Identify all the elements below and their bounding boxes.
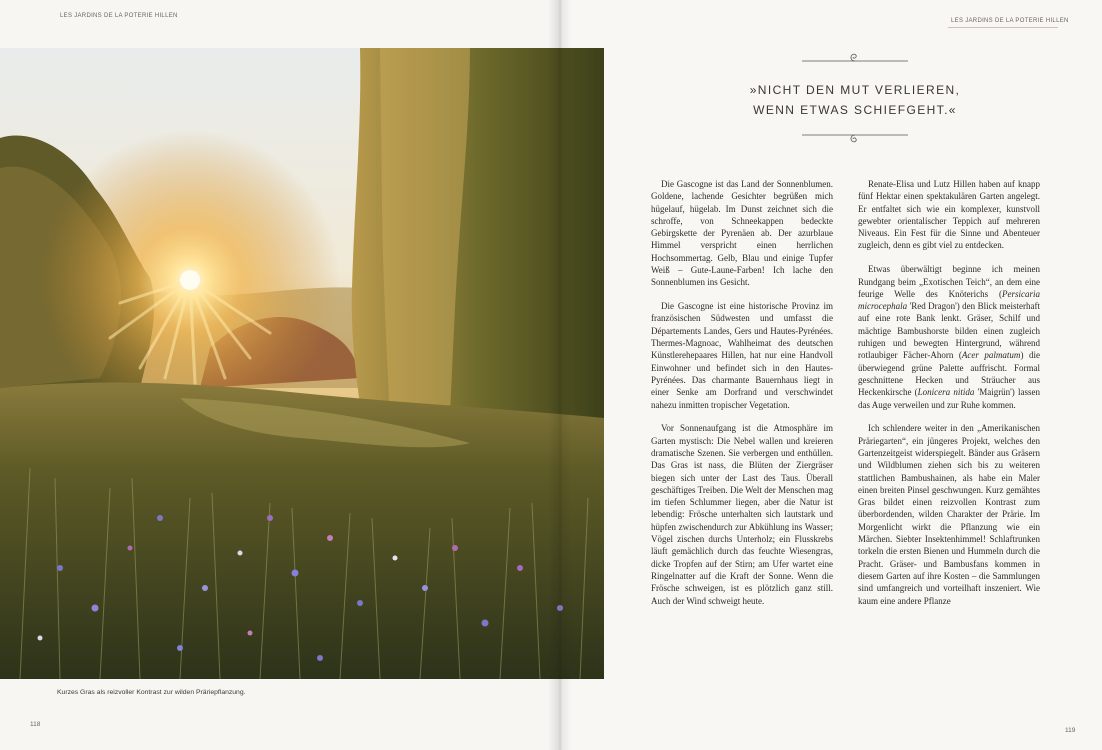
botanical-name: Lonicera nitida xyxy=(917,387,975,398)
flourish-divider-icon xyxy=(802,132,908,146)
paragraph xyxy=(858,263,1040,411)
page-number-right: 119 xyxy=(1065,727,1076,734)
page-number-left: 118 xyxy=(30,721,41,728)
pull-quote-line-2: WENN ETWAS SCHIEFGEHT.« xyxy=(753,103,957,117)
text-run: Etwas überwältigt beginne ich meinen Rundgang beim „Exotischen Teich“, an dem eine feurige Welle des Knöterichs ( xyxy=(858,264,1040,299)
botanical-name: Acer palmatum xyxy=(961,350,1021,361)
text-run: 'Red Dragon') den Blick meisterhaft auf eine rote Bank lenkt. Gräser, Schilf und mächtige Bambushorste bilden einen zugleich ruhigen und bewegten Hintergrund, während rotlaubiger Fächer-Ahorn ( xyxy=(858,301,1040,361)
running-head-right: LES JARDINS DE LA POTERIE HILLEN xyxy=(951,18,1069,24)
garden-photo-image xyxy=(0,48,604,679)
paragraph: Die Gascogne ist das Land der Sonnenblumen. Goldene, lachende Gesichter begrüßen mich hügelauf, hügelab. Im Dunst zeichnet sich die schroffe, von Schneekappen bedeckte Gebirgskette der Pyrenäen ab. Der azurblaue Himmel verspricht einen herrlichen Hochsommertag. Gelb, Blau und einige Tupfer Weiß – Gute-Laune-Farben! Ich lache den Sonnenblumen ins Gesicht. xyxy=(651,179,833,288)
photo-caption: Kurzes Gras als reizvoller Kontrast zur wilden Präriepflanzung. xyxy=(57,689,246,696)
paragraph: Die Gascogne ist eine historische Provinz im französischen Südwesten und umfasst die Départements Landes, Gers und Hautes-Pyrénées. Thermes-Magnoac, Wahlheimat des deutschen Künstlerehepaares Hillen, hat nur eine Handvoll Einwohner und befindet sich in den Hautes-Pyrénées. Das charmante Bauernhaus liegt in einer Senke am Dorfrand und verschwindet nahezu inmitten tropischer Vegetation. xyxy=(651,301,833,410)
botanical-name: Persicaria microcephala xyxy=(858,288,1040,312)
book-gutter xyxy=(548,0,572,750)
running-head-left: LES JARDINS DE LA POTERIE HILLEN xyxy=(60,13,178,19)
body-column-1 xyxy=(651,178,833,618)
paragraph: Renate-Elisa und Lutz Hillen haben auf knapp fünf Hektar einen spektakulären Garten angelegt. Er entfaltet sich wie ein komplexer, kunstvoll gewebter orientalischer Teppich auf mehreren Niveaus. Ein Fest für die Sinne und Abenteuer zugleich, denn es gibt viel zu entdecken. xyxy=(858,179,1040,251)
paragraph: Vor Sonnenaufgang ist die Atmosphäre im Garten mystisch: Die Nebel wallen und kreieren dramatische Szenen. Sie verbergen und enthüllen. Das Gras ist nass, die Blüten der Ziergräser biegen sich unter der Last des Taus. Überall geschäftiges Treiben. Die Welt der Menschen mag im tiefen Schlummer liegen, aber die Natur ist lebendig: Frösche unterhalten sich lautstark und hüpfen zwischendurch zur Abkühlung ins Wasser; Vögel zischen durchs Unterholz; ein Flusskrebs läuft gemächlich durch das feuchte Wiesengras, dicke Tropfen auf der Stirn; am Ufer wartet eine Ringelnatter auf die Kraft der Sonne. Wenn die Frösche schweigen, ist es plötzlich ganz still. Auch der Wind schweigt heute. xyxy=(651,423,833,606)
text-run: 'Maigrün') lassen das Auge verweilen und zur Ruhe kommen. xyxy=(858,387,1040,410)
running-head-rule xyxy=(948,27,1058,28)
flourish-divider-icon xyxy=(802,50,908,64)
text-run: ) die überwiegend grüne Palette auffrischt. Formal geschnittene Hecken und Sträucher aus Heckenkirsche ( xyxy=(858,350,1040,398)
pull-quote xyxy=(700,50,1010,146)
paragraph: Ich schlendere weiter in den „Amerikanischen Präriegarten“, ein jüngeres Projekt, welches den Gartenzeitgeist widerspiegelt. Bänder aus Gräsern und Wildblumen ziehen sich bis zu weiteren stattlichen Bambushainen, als habe ein Maler einen breiten Pinsel geschwungen. Kurz gemähtes Gras bildet einen reizvollen Kontrast zum überbordenden, wilden Charakter der Prärie. Im Morgenlicht wirkt die Pflanzung wie ein Märchen. Siebter Insektenhimmel! Schlaftrunken torkeln die ersten Bienen und Hummeln durch die Pracht. Gräser- und Bambusfans kommen in diesem Garten auf ihre Kosten – die Sammlungen sind umfangreich und vorteilhaft inszeniert. Wie kaum eine andere Pflanze xyxy=(858,423,1040,606)
body-column-2 xyxy=(858,178,1040,618)
pull-quote-line-1: »NICHT DEN MUT VERLIEREN, xyxy=(749,83,961,97)
garden-photo xyxy=(0,48,604,679)
pull-quote-text xyxy=(700,80,1010,120)
